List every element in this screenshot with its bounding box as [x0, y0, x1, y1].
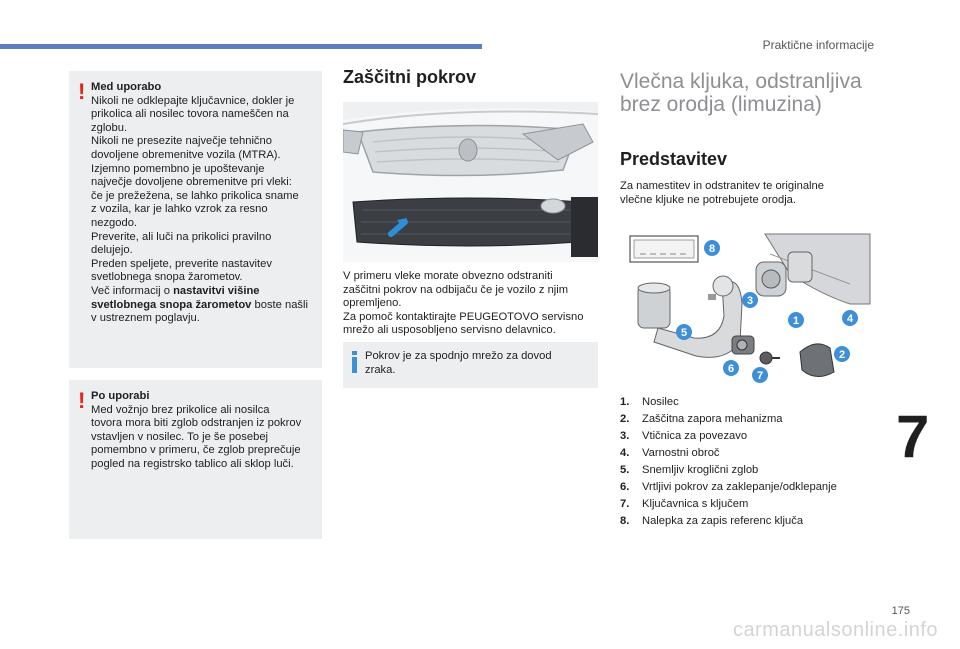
page-title-line: brez orodja (limuzina) [620, 93, 822, 116]
part-label: Vtičnica za povezavo [642, 430, 748, 442]
svg-text:1: 1 [792, 315, 800, 327]
list-item [620, 447, 880, 464]
part-label: Snemljiv kroglični zglob [642, 464, 759, 476]
warning-tail-suffix: boste našli v ustreznem poglavju. [91, 298, 308, 325]
list-item [620, 515, 880, 532]
info-line: zraka. [365, 363, 396, 376]
protective-cover-text [343, 270, 603, 338]
warning-line: Nikoli ne odklepajte ključavnice, dokler je [91, 94, 295, 107]
warning-box-after-use [69, 380, 322, 539]
svg-text:8: 8 [708, 243, 716, 255]
warning-tail-prefix: Več informacij o [91, 284, 174, 297]
callout-3-icon [742, 292, 758, 313]
callout-4-icon [842, 310, 858, 331]
part-label: Nosilec [642, 396, 679, 408]
presentation-intro [620, 180, 880, 207]
warning-exclamation-icon: ! [78, 388, 86, 413]
info-line: Pokrov je za spodnjo mrežo za dovod [365, 350, 552, 362]
callout-1-icon [788, 312, 804, 333]
towbar-diagram [620, 224, 874, 384]
list-item [620, 481, 880, 498]
svg-text:4: 4 [846, 313, 854, 325]
part-number: 2. [620, 413, 630, 425]
callout-7-icon [752, 367, 768, 384]
warning-line: svetlobnega snopa žarometov. [91, 271, 243, 284]
warning-line: zglobu. [91, 121, 128, 134]
info-text [365, 350, 590, 377]
watermark: carmanualsonline.info [732, 619, 938, 641]
warning-line: tovora mora biti zglob odstranjen iz pokrov [91, 417, 302, 430]
warning-line: če je prežežena, se lahko prikolica sname [91, 189, 299, 202]
warning-line: pomembno v primeru, če zglob preprečuje [91, 444, 301, 457]
warning-line: dovoljene obremenitve vozila (MTRA). [91, 148, 281, 161]
info-box [343, 342, 598, 388]
parts-list [620, 396, 880, 532]
car-front-illustration [343, 102, 598, 262]
warning-tail [91, 285, 314, 326]
part-number: 4. [620, 447, 630, 459]
part-number: 6. [620, 481, 630, 493]
list-item [620, 498, 880, 515]
warning-line: delujejo. [91, 244, 133, 257]
svg-text:7: 7 [756, 370, 764, 382]
part-label: Nalepka za zapis referenc ključa [642, 515, 804, 527]
body-line: opremljeno. [343, 297, 402, 310]
warning-text [91, 390, 314, 472]
warning-title: Med uporabo [91, 81, 162, 93]
warning-box-during-use [69, 71, 322, 368]
warning-exclamation-icon: ! [78, 79, 86, 104]
warning-line: Med vožnjo brez prikolice ali nosilca [91, 403, 270, 416]
section-heading-protective-cover: Zaščitni pokrov [343, 67, 477, 87]
section-header: Praktične informacije [762, 38, 874, 52]
part-number: 5. [620, 464, 630, 476]
list-item [620, 396, 880, 413]
warning-line: Preverite, ali luči na prikolici pravilno [91, 230, 272, 243]
page-title-line: Vlečna kljuka, odstranljiva [620, 70, 862, 93]
warning-tail-bold: nastavitvi višine svetlobnega snopa žarometov [91, 284, 260, 311]
body-line: zaščitni pokrov na odbijaču če je vozilo z njim [343, 283, 569, 296]
warning-line: z vozila, kar je lahko vzrok za resno [91, 203, 268, 216]
section-heading-presentation: Predstavitev [620, 149, 728, 169]
callout-6-icon [723, 360, 739, 381]
intro-line: Za namestitev in odstranitev te originalne [620, 180, 824, 192]
warning-line: vstavljen v nosilec. To je še posebej [91, 430, 269, 443]
intro-line: vlečne kljuke ne potrebujete orodja. [620, 193, 797, 206]
warning-line: pogled na registrsko tablico ali sklop luči. [91, 457, 294, 470]
body-line: mrežo ali usposobljeno servisno delavnico. [343, 324, 556, 337]
part-label: Ključavnica s ključem [642, 498, 749, 510]
warning-text [91, 81, 314, 326]
body-line: V primeru vleke morate obvezno odstraniti [343, 270, 553, 282]
part-number: 3. [620, 430, 630, 442]
list-item [620, 430, 880, 447]
warning-line: Izjemno pomembno je upoštevanje [91, 162, 265, 175]
svg-text:6: 6 [727, 363, 735, 375]
page-number: 175 [891, 605, 910, 617]
part-label: Varnostni obroč [642, 447, 720, 459]
callout-8-icon [704, 240, 720, 261]
part-label: Vrtljivi pokrov za zaklepanje/odklepanje [642, 481, 837, 493]
warning-title: Po uporabi [91, 390, 150, 402]
warning-line: največje dovoljene obremenitve pri vleki: [91, 176, 292, 189]
warning-line: Preden speljete, preverite nastavitev [91, 257, 272, 270]
body-line: Za pomoč kontaktirajte PEUGEOTOVO servisno [343, 310, 584, 323]
top-accent-bar [0, 44, 482, 49]
chapter-number: 7 [896, 403, 930, 470]
part-number: 8. [620, 515, 630, 527]
callout-5-icon [676, 324, 692, 345]
svg-text:2: 2 [838, 349, 846, 361]
part-number: 1. [620, 396, 630, 408]
callout-2-icon [834, 346, 850, 367]
page-title [620, 70, 862, 116]
list-item [620, 464, 880, 481]
warning-line: Nikoli ne presezite največje tehnično [91, 135, 272, 148]
info-icon [352, 351, 357, 373]
list-item [620, 413, 880, 430]
warning-line: nezgodo. [91, 216, 138, 229]
part-label: Zaščitna zapora mehanizma [642, 413, 783, 425]
car-front-photo [343, 102, 598, 262]
part-number: 7. [620, 498, 630, 510]
warning-line: prikolica ali nosilec tovora nameščen na [91, 108, 289, 121]
svg-text:3: 3 [746, 295, 754, 307]
svg-text:5: 5 [680, 327, 688, 339]
